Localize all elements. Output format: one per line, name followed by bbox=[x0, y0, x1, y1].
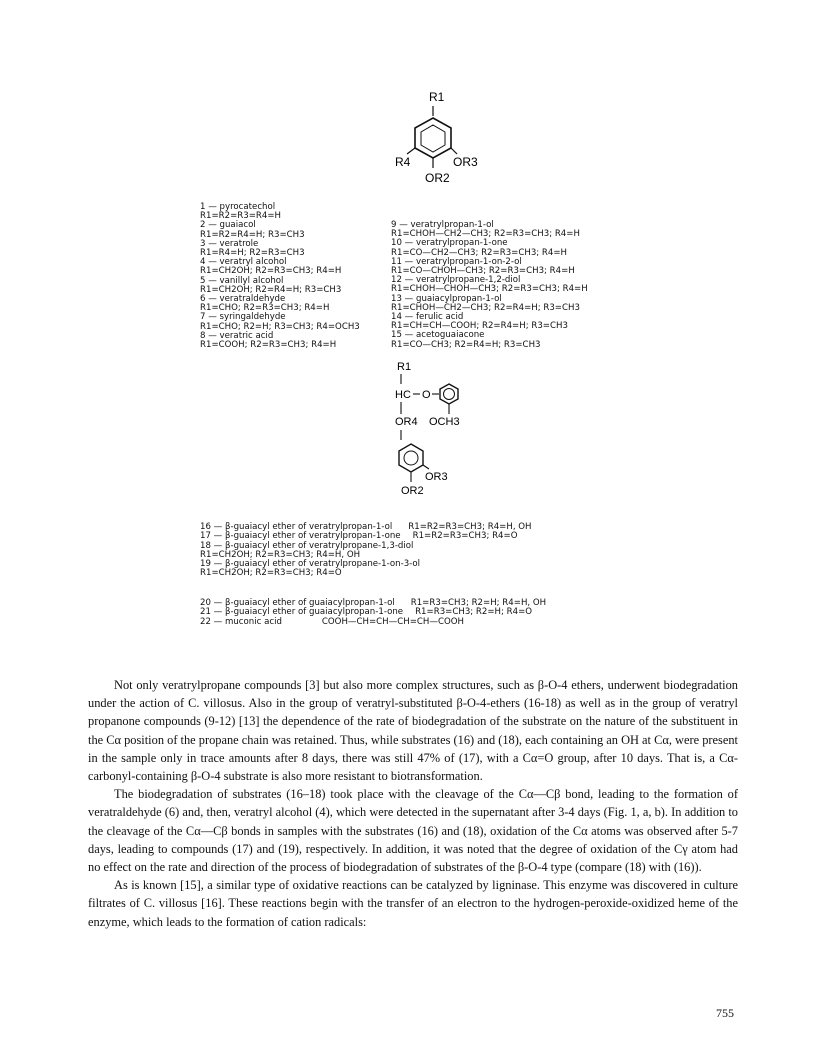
r4-label: R4 bbox=[395, 155, 411, 169]
ether-or3-label: OR3 bbox=[425, 471, 448, 483]
compound-8: 8 — veratric acid R1=COOH; R2=R3=CH3; R4=H bbox=[200, 330, 337, 351]
ether-list-b bbox=[200, 599, 630, 627]
compound-11: 11 — veratrylpropan-1-on-2-ol R1=CO—CHOH—CH3; R2=R3=CH3; R4=H bbox=[391, 256, 575, 277]
ether-hc-label: HC bbox=[395, 389, 411, 401]
r1-label: R1 bbox=[429, 90, 445, 104]
ether-18-subs: R1=CH2OH; R2=R3=CH3; R4=H, OH bbox=[200, 549, 361, 560]
compound-15: 15 — acetoguaiacone R1=CO—CH3; R2=R4=H; R3=CH3 bbox=[391, 330, 541, 350]
compound-7: 7 — syringaldehyde R1=CHO; R2=H; R3=CH3; R4=OCH3 bbox=[200, 312, 360, 332]
ether-18: 18 — β-guaiacyl ether of veratrylpropane-1,3-diol bbox=[200, 540, 414, 551]
compound-2: 2 — guaiacol R1=R2=R4=H; R3=CH3 bbox=[200, 220, 305, 240]
structure-top bbox=[395, 88, 495, 196]
compound-4: 4 — veratryl alcohol R1=CH2OH; R2=R3=CH3; R4=H bbox=[200, 257, 342, 277]
paragraph-1: Not only veratrylpropane compounds [3] but also more complex structures, such as β-O-4 ethers, underwent biodegradation under the action of C. villosus. Also in the group of veratryl-substituted β-O-4-ethers (16-18) as well as in the group of veratryl propanone compounds (9-12) [13] the dependence of the rate of biodegradation of the substrate on the nature of the substituent in the Cα position of the propane chain was retained. Thus, while substrates (16) and (18), each containing an OH at Cα, were present in the sample only in trace amounts after 8 days, there was still 47% of (17), with a Cα=O group, after 10 days. That is, a Cα-carbonyl-containing β-O-4 substrate is also more resistant to biotransformation. bbox=[88, 678, 738, 784]
ether-20: 20 — β-guaiacyl ether of guaiacylpropan-1-ol R1=R3=CH3; R2=H; R4=H, OH bbox=[200, 598, 547, 608]
compound-list-right bbox=[391, 221, 588, 350]
page-number: 755 bbox=[716, 1006, 734, 1020]
compound-5: 5 — vanillyl alcohol R1=CH2OH; R2=R4=H; R3=CH3 bbox=[200, 275, 342, 295]
ether-17: 17 — β-guaiacyl ether of veratrylpropan-1-one R1=R2=R3=CH3; R4=O bbox=[200, 531, 518, 542]
paragraph-3: As is known [15], a similar type of oxidative reactions can be catalyzed by ligninase. This enzyme was discovered in culture filtrates of C. villosus [16]. These reactions begin with the transfer of an electron to the hydrogen-peroxide-oxidized heme of the enzyme, which leads to the formation of cation radicals: bbox=[88, 878, 738, 929]
or2-label: OR2 bbox=[425, 171, 450, 185]
ether-o-label: O bbox=[422, 389, 431, 401]
compound-6: 6 — veratraldehyde R1=CHO; R2=R3=CH3; R4=H bbox=[200, 294, 330, 314]
ether-or2-label: OR2 bbox=[401, 485, 424, 497]
compound-14: 14 — ferulic acid R1=CH=CH—COOH; R2=R4=H; R3=CH3 bbox=[391, 312, 568, 332]
compound-1: 1 — pyrocatechol R1=R2=R3=R4=H bbox=[200, 202, 282, 222]
ether-list-a bbox=[200, 523, 620, 579]
compound-22: 22 — muconic acid COOH—CH=CH—CH=CH—COOH bbox=[200, 616, 464, 627]
ether-19: 19 — β-guaiacyl ether of veratrylpropane-1-on-3-ol bbox=[200, 559, 421, 570]
ether-r1-label: R1 bbox=[397, 361, 412, 373]
structure-ether bbox=[395, 358, 515, 518]
or3-label: OR3 bbox=[453, 155, 478, 169]
ether-16: 16 — β-guaiacyl ether of veratrylpropan-1-ol R1=R2=R3=CH3; R4=H, OH bbox=[200, 522, 532, 532]
compound-9: 9 — veratrylpropan-1-ol R1=CHOH—CH2—CH3; R2=R3=CH3; R4=H bbox=[391, 220, 580, 240]
body-text bbox=[88, 676, 738, 931]
ether-19-subs: R1=CH2OH; R2=R3=CH3; R4=O bbox=[200, 568, 342, 579]
ether-och3-label: OCH3 bbox=[429, 416, 460, 428]
compound-10: 10 — veratrylpropan-1-one R1=CO—CH2—CH3; R2=R3=CH3; R4=H bbox=[391, 238, 568, 258]
ether-21: 21 — β-guaiacyl ether of guaiacylpropan-1-one R1=R3=CH3; R2=H; R4=O bbox=[200, 607, 533, 618]
compound-list-left bbox=[200, 203, 360, 350]
compound-12: 12 — veratrylpropane-1,2-diol R1=CHOH—CHOH—CH3; R2=R3=CH3; R4=H bbox=[391, 275, 588, 295]
ether-or4-label: OR4 bbox=[395, 416, 418, 428]
compound-13: 13 — guaiacylpropan-1-ol R1=CHOH—CH2—CH3; R2=R4=H; R3=CH3 bbox=[391, 293, 580, 313]
paragraph-2: The biodegradation of substrates (16–18) took place with the cleavage of the Cα—Cβ bond, leading to the formation of veratraldehyde (6) and, then, veratryl alcohol (4), which were detected in the supernatant after 3-4 days (Fig. 1, a, b). In addition to the cleavage of the Cα—Cβ bonds in samples with the substrates (16) and (18), oxidation of the Cα atoms was observed after 5-7 days, leading to compounds (17) and (19), respectively. In addition, it was noted that the degree of oxidation of the Cγ atom had no effect on the rate and direction of the process of biodegradation of substrates of the β-O-4 type (compare (18) with (16)). bbox=[88, 787, 738, 875]
compound-3: 3 — veratrole R1=R4=H; R2=R3=CH3 bbox=[200, 238, 305, 259]
